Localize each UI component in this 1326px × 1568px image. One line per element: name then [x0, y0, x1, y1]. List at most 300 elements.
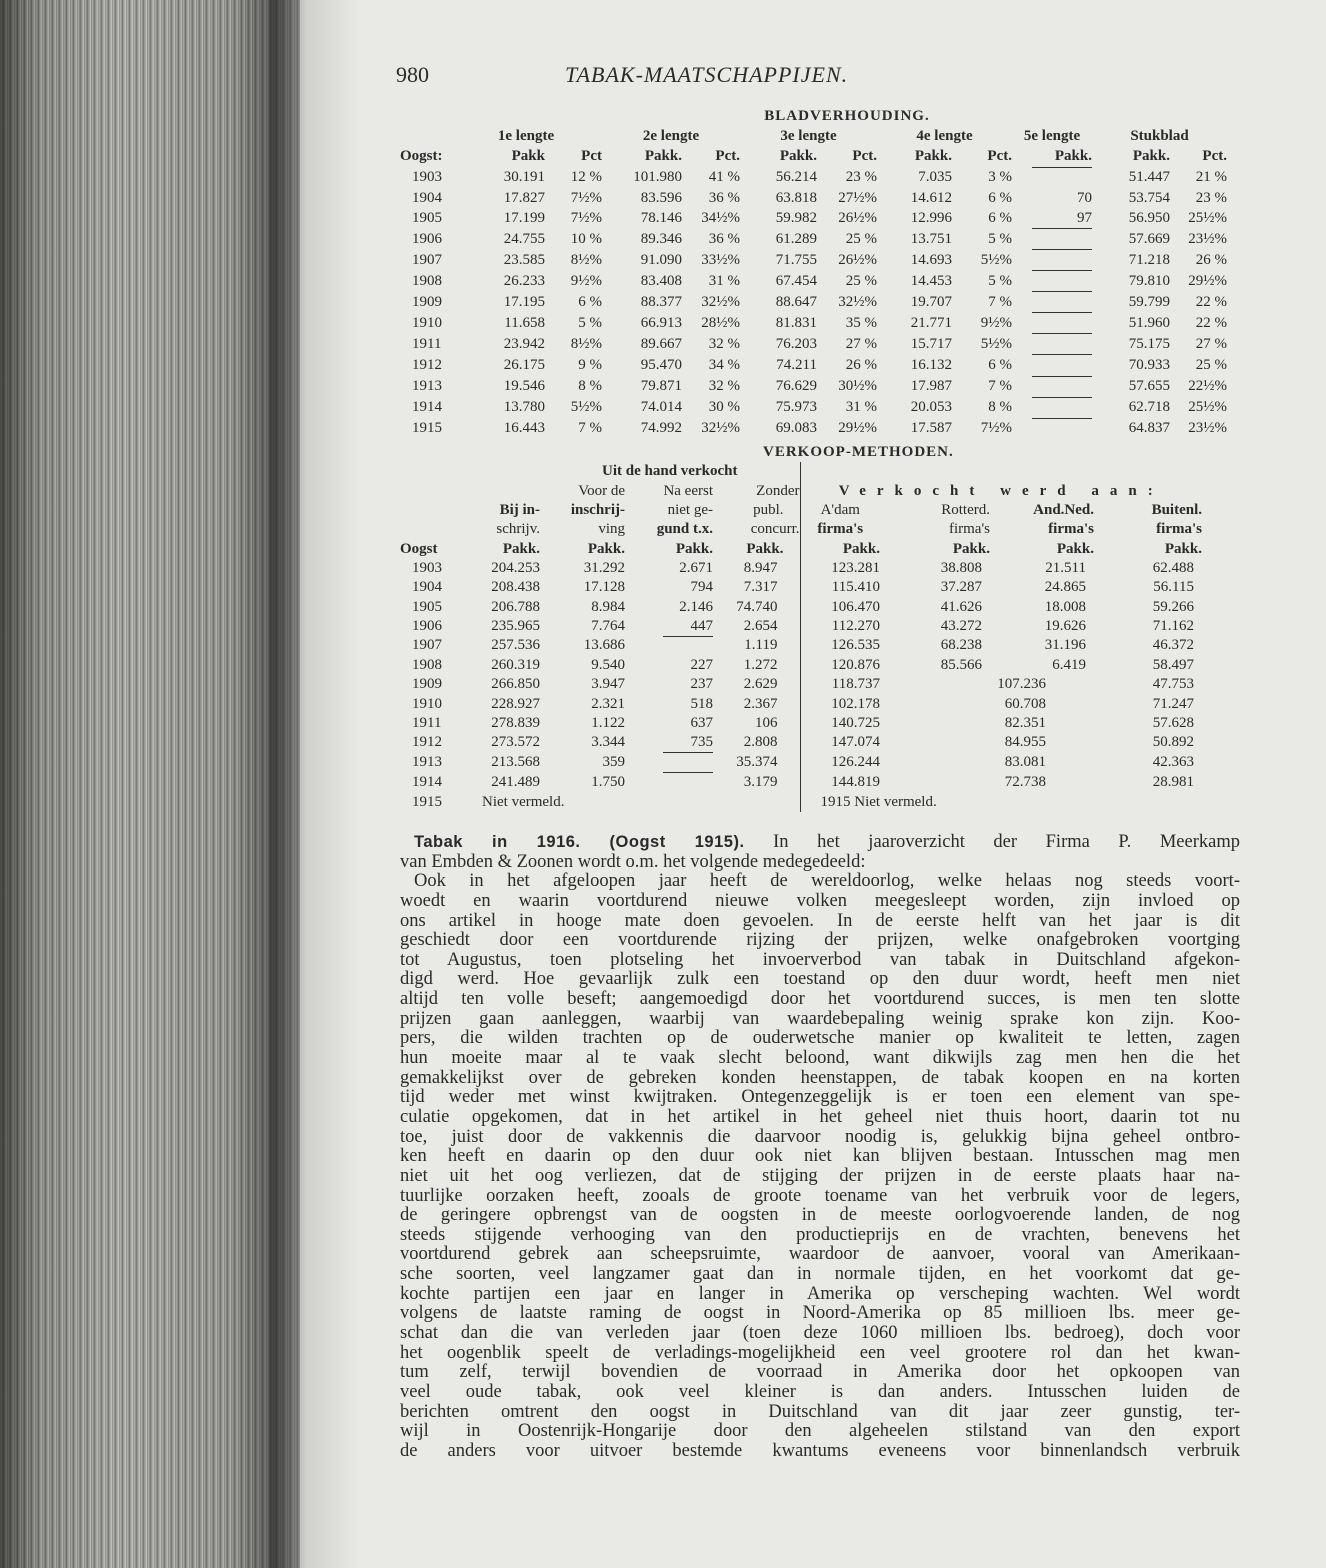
- table-cell: 1.119: [713, 636, 800, 656]
- text-line: gemakkelijkst over de gebreken konden heenstappen, de tabak koopen en na korten: [400, 1067, 1240, 1088]
- table-cell: 30 %: [708, 399, 740, 416]
- table-cell: 8½%: [570, 251, 602, 268]
- table-cell: 37.287: [940, 579, 982, 596]
- table-cell: 140.725: [831, 715, 880, 731]
- empty-dash: [1032, 270, 1092, 291]
- table-row: [400, 270, 1227, 291]
- column-header: Pakk.: [675, 540, 713, 557]
- empty-dash: [1032, 354, 1092, 375]
- column-header: Oogst:: [400, 148, 443, 165]
- text-line: de anders voor uitvoer bestemde kwantums eveneens voor binnenlandsch verbruik: [400, 1440, 1240, 1461]
- table-cell: 32½%: [838, 293, 877, 310]
- table-cell: 25½%: [1188, 399, 1227, 416]
- column-header: Pakk.: [1056, 540, 1094, 557]
- column-header: Buitenl.: [1151, 502, 1202, 519]
- group-header: Verkocht werd aan:: [838, 482, 1164, 499]
- table-cell: 23½%: [1188, 230, 1227, 247]
- column-header: Voor de: [578, 482, 625, 499]
- table-cell: 41 %: [708, 169, 740, 186]
- year-cell: 1908: [412, 272, 442, 289]
- column-header: Pakk.: [1132, 148, 1170, 165]
- table-cell: 16.443: [503, 420, 545, 437]
- dash-cell: [1012, 354, 1092, 375]
- table-cell: 6 %: [988, 189, 1012, 206]
- table-cell: 36 %: [708, 230, 740, 247]
- column-group-header: 1e lengte: [497, 128, 555, 145]
- table-cell: 6.419: [1052, 657, 1086, 674]
- column-header: niet ge-: [667, 502, 713, 519]
- table-cell: 57.655: [1128, 377, 1170, 394]
- table-cell: 31.292: [583, 559, 625, 576]
- text-line: culatie opgekomen, dat in het artikel in het geheel niet thuis hoort, daarin tot nu: [400, 1106, 1240, 1127]
- year-cell: 1912: [412, 734, 442, 751]
- empty-dash: [663, 772, 713, 792]
- text-line: niet uit het oog verliezen, dat de stijging der prijzen in de eerste plaats haar na-: [400, 1165, 1240, 1186]
- text-line: altijd ten volle beseft; aangemoedigd door het voortdurend succes, is men ten slotte: [400, 989, 1240, 1010]
- table-cell: 144.819: [831, 773, 880, 790]
- table-cell: 18.008: [1044, 598, 1086, 615]
- column-header: Pakk: [511, 148, 545, 165]
- table-cell: 147.074: [831, 734, 880, 751]
- table-title: BLADVERHOUDING.: [764, 108, 930, 125]
- table-cell: 71.755: [775, 251, 817, 268]
- table-cell: 278.839: [491, 715, 540, 731]
- table-cell: 23 %: [1195, 189, 1227, 206]
- table-cell: 3.344: [591, 734, 625, 751]
- table-cell: 8 %: [578, 377, 602, 394]
- table-row: [400, 188, 1227, 208]
- table-cell: 9 %: [578, 356, 602, 373]
- year-cell: 1914: [412, 773, 442, 790]
- column-header: gund t.x.: [656, 521, 713, 538]
- table-row: [400, 578, 1202, 597]
- dash-cell: [1012, 291, 1092, 312]
- dash-cell: [625, 636, 713, 656]
- not-reported-cell: Niet vermeld.: [460, 792, 800, 811]
- table-cell: 74.014: [640, 399, 682, 416]
- table-cell: 126.535: [831, 637, 880, 654]
- table-cell: 19.707: [910, 293, 952, 310]
- table-cell: 7½%: [570, 189, 602, 206]
- table-cell: 42.363: [1152, 753, 1194, 770]
- table-row: [400, 228, 1227, 249]
- table-cell: 74.740: [713, 597, 800, 616]
- empty-dash: [1032, 376, 1092, 397]
- table-cell: 27 %: [1195, 335, 1227, 352]
- table-cell: 7½%: [570, 209, 602, 226]
- table-cell: 7 %: [988, 293, 1012, 310]
- text-line: van Embden & Zoonen wordt o.m. het volgende medegedeeld:: [400, 851, 866, 872]
- year-cell: 1911: [412, 335, 442, 352]
- column-header: Na eerst: [663, 482, 713, 499]
- column-header: Pakk.: [1164, 540, 1202, 557]
- text-line: hun moeite maar al te vaak slecht beloond, want dikwijls zag men hen die het: [400, 1048, 1240, 1069]
- table-cell: 71.247: [1152, 695, 1194, 712]
- year-cell: 1908: [412, 657, 442, 674]
- verkoop-methoden-table: [400, 443, 1202, 812]
- table-cell: 43.272: [940, 617, 982, 634]
- column-header: publ.: [713, 501, 800, 520]
- year-cell: 1910: [412, 695, 442, 712]
- text-line: prijzen gaan aanleggen, waarbij van waardebepaling weinig sprake kon zijn. Koo-: [400, 1008, 1240, 1029]
- table-cell: 120.876: [831, 657, 880, 674]
- table-cell: 17.587: [910, 420, 952, 437]
- table-cell: 16.132: [910, 356, 952, 373]
- table-cell: 1.750: [591, 773, 625, 790]
- table-cell: 27½%: [838, 189, 877, 206]
- year-cell: 1913: [412, 377, 442, 394]
- text-line: volgens de laatste raming de oogst in Noord-Amerika op 85 millioen lbs. meer ge-: [400, 1303, 1240, 1324]
- table-cell: 78.146: [640, 209, 682, 226]
- empty-dash: [1032, 167, 1092, 188]
- year-cell: 1905: [412, 209, 442, 226]
- table-cell: 74.992: [640, 420, 682, 437]
- table-cell: 71.162: [1152, 617, 1194, 634]
- book-binding-shadow: [270, 0, 360, 1568]
- table-cell: 3.947: [591, 676, 625, 693]
- table-cell: 53.754: [1128, 189, 1170, 206]
- table-cell: 95.470: [640, 356, 682, 373]
- table-cell: 11.658: [504, 314, 545, 331]
- table-cell: 13.780: [503, 399, 545, 416]
- table-cell: 70.933: [1128, 356, 1170, 373]
- table-cell: 9½%: [980, 314, 1012, 331]
- table-cell: 29½%: [1188, 272, 1227, 289]
- table-cell: 71.218: [1128, 251, 1170, 268]
- table-cell: 32 %: [708, 377, 740, 394]
- table-cell: 56.214: [775, 169, 817, 186]
- table-cell: 31 %: [708, 272, 740, 289]
- text-line: voortdurend gebrek aan scheepsruimte, waardoor de aanvoer, vooral van Amerikaan-: [400, 1244, 1240, 1265]
- year-cell: 1905: [412, 598, 442, 615]
- column-header: And.Ned.: [1033, 502, 1094, 519]
- table-cell: 115.410: [831, 579, 880, 596]
- column-header: schrijv.: [496, 521, 540, 538]
- table-cell: 79.871: [640, 377, 682, 394]
- table-cell: 31 %: [845, 399, 877, 416]
- table-cell: 26.233: [503, 272, 545, 289]
- table-row: [400, 397, 1227, 418]
- merged-cell: 82.351: [1004, 715, 1046, 731]
- column-group-header: 4e lengte: [916, 128, 973, 145]
- text-line: tuurlijke oorzaken heeft, zooals de groote toename van het verbruik voor de legers,: [400, 1185, 1240, 1206]
- empty-dash: [1032, 291, 1092, 312]
- table-cell: 26.175: [503, 356, 545, 373]
- table-cell: 266.850: [491, 676, 540, 693]
- table-cell: 25 %: [845, 230, 877, 247]
- table-cell: 59.799: [1128, 293, 1170, 310]
- empty-dash: [663, 752, 713, 772]
- column-header: Pakk.: [644, 148, 682, 165]
- column-header: inschrij-: [570, 502, 625, 519]
- table-row: [400, 354, 1227, 375]
- year-cell: 1906: [412, 617, 442, 634]
- table-cell: 31.196: [1044, 637, 1086, 654]
- table-cell: 35.374: [713, 752, 800, 772]
- table-cell: 89.667: [640, 335, 682, 352]
- table-cell: 21.511: [1045, 559, 1086, 576]
- table-cell: 66.913: [640, 314, 682, 331]
- table-cell: 123.281: [831, 559, 880, 576]
- table-row: [400, 695, 1202, 714]
- table-cell: 23.942: [503, 335, 545, 352]
- year-cell: 1909: [412, 293, 442, 310]
- table-row: [400, 792, 1202, 811]
- year-cell: 1910: [412, 314, 442, 331]
- column-group-header: 2e lengte: [642, 128, 700, 145]
- book-page-edges: [0, 0, 300, 1568]
- table-cell: 32½%: [701, 293, 740, 310]
- table-cell: 58.497: [1152, 657, 1194, 674]
- table-cell: 106.470: [831, 598, 880, 615]
- table-cell: 64.837: [1128, 420, 1170, 437]
- table-cell: 7 %: [988, 377, 1012, 394]
- table-cell: 257.536: [491, 637, 540, 654]
- table-cell: 735: [690, 734, 713, 751]
- column-header: Oogst: [400, 540, 438, 557]
- table-cell: 26½%: [838, 251, 877, 268]
- table-cell: 34 %: [708, 356, 740, 373]
- text-line: kochte partijen een jaar en langer in Amerika op verscheping wachten. Wel wordt: [400, 1283, 1240, 1304]
- table-cell: 14.612: [910, 189, 952, 206]
- text-line: tot Augustus, toen plotseling het invoerverbod van tabak in Duitschland afgekon-: [400, 949, 1240, 970]
- dash-cell: [1012, 167, 1092, 188]
- year-cell: 1914: [412, 399, 442, 416]
- table-title: VERKOOP-METHODEN.: [763, 444, 954, 461]
- table-cell: 70: [1077, 189, 1092, 206]
- dash-cell: [1012, 333, 1092, 354]
- text-line: toe, juist door de vakkennis die daarvoor noodig is, gelukkig bijna geheel ontbro-: [400, 1126, 1240, 1147]
- table-cell: 8 %: [988, 399, 1012, 416]
- table-cell: 50.892: [1152, 734, 1194, 751]
- dash-cell: [1012, 228, 1092, 249]
- table-cell: 2.629: [713, 675, 800, 694]
- dash-cell: [1012, 397, 1092, 418]
- table-cell: 8½%: [570, 335, 602, 352]
- table-cell: 75.973: [775, 399, 817, 416]
- year-cell: 1906: [412, 230, 442, 247]
- table-cell: 6 %: [578, 293, 602, 310]
- column-header: Pakk.: [502, 540, 540, 557]
- text-line: tijd weder met winst kwijtraken. Ontegenzeggelijk is er toen een element van spe-: [400, 1087, 1240, 1108]
- empty-dash: [663, 636, 713, 656]
- table-cell: 76.203: [775, 335, 817, 352]
- table-cell: 1.272: [713, 656, 800, 675]
- table-cell: 25 %: [845, 272, 877, 289]
- table-cell: 22 %: [1195, 314, 1227, 331]
- table-cell: 57.669: [1128, 230, 1170, 247]
- empty-dash: [1032, 228, 1092, 249]
- table-cell: 112.270: [831, 617, 880, 634]
- table-cell: 61.289: [775, 230, 817, 247]
- table-row: [400, 333, 1227, 354]
- column-header: firma's: [1156, 521, 1202, 538]
- text-line: digd werd. Hoe gevaarlijk zulk een toestand op den duur wordt, heeft men niet: [400, 969, 1240, 990]
- table-cell: 3.179: [713, 772, 800, 792]
- table-cell: 69.083: [775, 420, 817, 437]
- text-line: ken heeft en daarin op den duur ook niet kan blijven bestaan. Intusschen mag men: [400, 1146, 1240, 1167]
- table-cell: 25½%: [1188, 209, 1227, 226]
- empty-dash: [1032, 249, 1092, 270]
- table-cell: 85.566: [940, 657, 982, 674]
- column-header: Bij in-: [499, 502, 540, 519]
- running-title: TABAK-MAATSCHAPPIJEN.: [565, 62, 849, 87]
- table-cell: 12 %: [570, 169, 602, 186]
- table-cell: 14.453: [910, 272, 952, 289]
- year-cell: 1915: [412, 420, 442, 437]
- text-line: geschiedt door een voortdurende rijzing der prijzen, welke onafgebroken voortging: [400, 930, 1240, 951]
- table-cell: 241.489: [491, 773, 540, 790]
- table-cell: 59.266: [1152, 598, 1194, 615]
- table-cell: 13.686: [583, 637, 625, 654]
- table-cell: 26 %: [1195, 251, 1227, 268]
- text-line: woedt en waarin voortdurend nieuwe volken meegesleept worden, zijn invloed op: [400, 890, 1240, 911]
- table-row: [400, 249, 1227, 270]
- table-cell: 2.146: [679, 598, 713, 615]
- text-line: sche soorten, veel langzamer gaat dan in normale tijden, en het voorkomt dat ge-: [400, 1264, 1240, 1285]
- table-cell: 7½%: [980, 420, 1012, 437]
- year-cell: 1909: [412, 676, 442, 693]
- table-cell: 5½%: [570, 399, 602, 416]
- text-line: steeds stijgende verhooging van den productieprijs en de vrachten, benevens het: [400, 1224, 1240, 1245]
- year-cell: 1915: [412, 793, 442, 810]
- table-cell: 29½%: [838, 420, 877, 437]
- column-group-header: 3e lengte: [780, 128, 837, 145]
- table-row: [400, 617, 1202, 636]
- table-row: [400, 375, 1227, 396]
- text-line: ons artikel in hooge mate doen gevoelen. In de eerste helft van het jaar is dit: [400, 910, 1240, 931]
- table-cell: 1.122: [591, 715, 625, 731]
- table-row: [400, 167, 1227, 188]
- text-line-content: In het jaaroverzicht der Firma P. Meerkamp: [773, 832, 1240, 852]
- table-cell: 88.377: [640, 293, 682, 310]
- table-cell: 97: [1077, 209, 1092, 226]
- not-reported-cell: 1915 Niet vermeld.: [820, 793, 937, 810]
- table-cell: 36 %: [708, 189, 740, 206]
- text-line: [400, 833, 1240, 853]
- table-cell: 75.175: [1128, 335, 1170, 352]
- table-cell: 28½%: [701, 314, 740, 331]
- table-row: [400, 772, 1202, 792]
- table-cell: 7.764: [591, 617, 625, 634]
- text-line: wijl in Oostenrijk-Hongarije door den algeheelen stilstand van den export: [400, 1421, 1240, 1442]
- dash-cell: [1012, 418, 1092, 439]
- table-cell: 10 %: [570, 230, 602, 247]
- table-cell: 51.447: [1128, 169, 1170, 186]
- table-cell: 23 %: [845, 169, 877, 186]
- column-header: Pct.: [852, 148, 877, 165]
- table-cell: 24.865: [1044, 579, 1086, 596]
- table-row: [400, 597, 1202, 616]
- table-cell: 5½%: [980, 335, 1012, 352]
- table-cell: 62.718: [1128, 399, 1170, 416]
- table-cell: 19.546: [503, 377, 545, 394]
- table-cell: 35 %: [845, 314, 877, 331]
- column-header: concurr.: [713, 520, 800, 539]
- column-header: Pakk.: [1054, 148, 1092, 165]
- table-cell: 6 %: [988, 209, 1012, 226]
- table-row: [400, 312, 1227, 333]
- table-cell: 57.628: [1152, 715, 1194, 731]
- merged-cell: 60.708: [1004, 695, 1046, 712]
- table-cell: 32½%: [701, 420, 740, 437]
- table-cell: 23½%: [1188, 420, 1227, 437]
- table-cell: 38.808: [940, 559, 982, 576]
- column-group-header: 5e lengte: [1023, 128, 1081, 145]
- table-cell: 74.211: [776, 356, 817, 373]
- table-cell: 9.540: [591, 657, 625, 674]
- table-row: [400, 733, 1202, 752]
- table-row: [400, 636, 1202, 656]
- year-cell: 1903: [412, 559, 442, 576]
- text-line: pers, die wilden trachten op de ouderwetsche manier op kwaliteit te letten, zagen: [400, 1028, 1240, 1049]
- table-cell: 47.753: [1152, 676, 1194, 693]
- table-cell: 14.693: [910, 251, 952, 268]
- table-cell: 26½%: [838, 209, 877, 226]
- dash-cell: [625, 752, 713, 772]
- table-cell: 260.319: [491, 657, 540, 674]
- table-cell: 118.737: [831, 676, 880, 693]
- table-cell: 62.488: [1152, 559, 1194, 576]
- table-cell: 46.372: [1152, 637, 1194, 654]
- column-header: Pakk.: [842, 540, 880, 557]
- table-cell: 24.755: [503, 230, 545, 247]
- table-cell: 41.626: [940, 598, 982, 615]
- table-cell: 88.647: [775, 293, 817, 310]
- table-cell: 126.244: [831, 753, 880, 770]
- column-header: firma's: [817, 521, 864, 538]
- year-cell: 1911: [412, 715, 442, 731]
- table-cell: 637: [690, 715, 713, 731]
- column-header: Pct: [581, 148, 602, 165]
- table-cell: 17.195: [503, 293, 545, 310]
- table-cell: 28.981: [1152, 773, 1194, 790]
- dash-cell: [1012, 270, 1092, 291]
- table-cell: 91.090: [640, 251, 682, 268]
- text-line: tum zelf, terwijl bovendien de voorraad in Amerika door het opkoopen van: [400, 1362, 1240, 1383]
- table-cell: 7 %: [578, 420, 602, 437]
- table-cell: 101.980: [633, 169, 682, 186]
- merged-cell: 83.081: [1004, 753, 1046, 770]
- table-cell: 206.788: [491, 598, 540, 615]
- table-cell: 22½%: [1188, 377, 1227, 394]
- column-header: Zonder: [713, 482, 800, 501]
- dash-cell: [1012, 312, 1092, 333]
- table-cell: 12.996: [910, 209, 952, 226]
- table-cell: 5 %: [988, 272, 1012, 289]
- column-header: Rotterd.: [941, 502, 990, 519]
- table-cell: 237: [690, 676, 713, 693]
- table-cell: 9½%: [570, 272, 602, 289]
- table-cell: 7.317: [713, 578, 800, 597]
- table-cell: 17.987: [910, 377, 952, 394]
- table-cell: 8.984: [591, 598, 625, 615]
- merged-cell: 84.955: [1004, 734, 1046, 751]
- merged-cell: 72.738: [1004, 773, 1046, 790]
- table-row: [400, 418, 1227, 439]
- empty-dash: [1032, 418, 1092, 439]
- year-cell: 1913: [412, 753, 442, 770]
- table-cell: 213.568: [491, 753, 540, 770]
- text-line: schat dan die van verleden jaar (toen deze 1060 millioen lbs. bedroeg), doch voor: [400, 1323, 1240, 1344]
- dash-cell: [1012, 375, 1092, 396]
- empty-dash: [1032, 397, 1092, 418]
- text-line: de geringere opbrengst van de oogsten in de meeste oorlogvoerende landen, de nog: [400, 1205, 1240, 1226]
- table-cell: 21.771: [910, 314, 952, 331]
- table-cell: 208.438: [491, 579, 540, 596]
- table-cell: 2.671: [679, 559, 713, 576]
- text-line: veel oude tabak, ook veel kleiner is dan anders. Intusschen luiden de: [400, 1381, 1240, 1402]
